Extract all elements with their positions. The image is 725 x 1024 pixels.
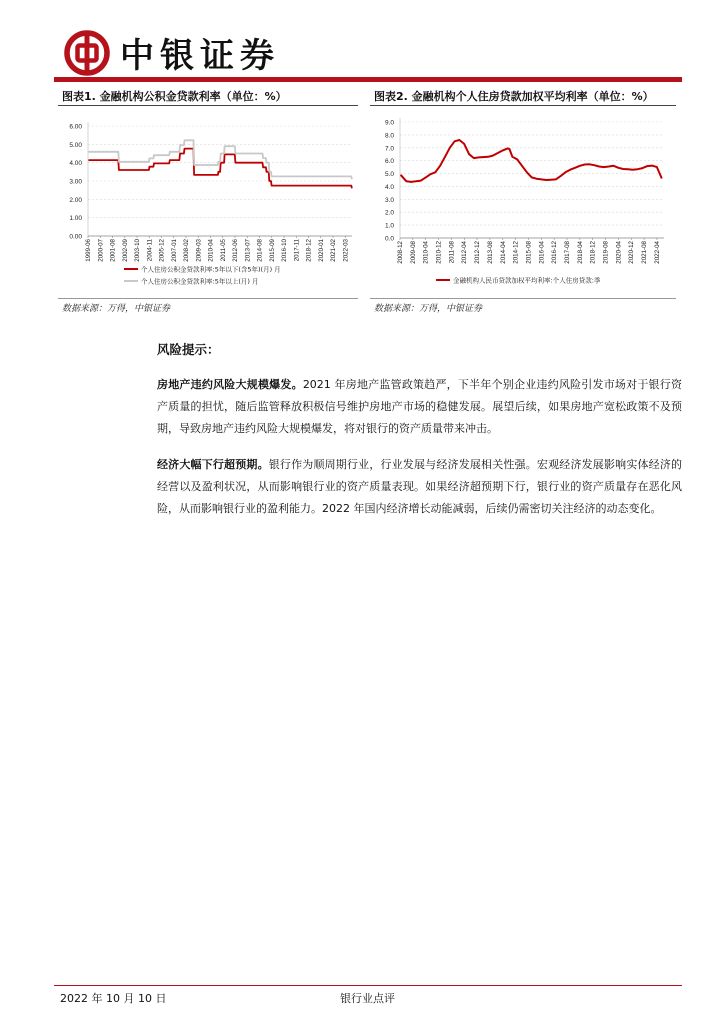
figure1-x-tick-label: 2001-08 (109, 239, 117, 262)
figure2-x-tick-label: 2014-12 (512, 241, 520, 264)
figure2-x-tick-label: 2018-04 (576, 241, 584, 264)
figure2-x-tick-label: 2019-08 (602, 240, 610, 264)
figure2-y-tick-label: 8.0 (384, 132, 394, 140)
figure1-x-tick-label: 2020-01 (317, 239, 325, 262)
figure2-y-tick-label: 6.0 (384, 158, 394, 166)
figure2-source: 数据来源：万得，中银证券 (374, 304, 483, 314)
figure2-x-tick-label: 2017-08 (564, 241, 572, 264)
risk-paragraph-real-estate-text: 2021 年房地产监管政策趋严，下半年个别企业违约风险引发市场对于银行资产质量的担忧，随后监管释放积极信号维护房地产市场的稳健发展。展望后续，如果房地产宽松政策不及预期，导致房地产违约风险大规模爆发，将对银行的资产质量带来冲击。 (157, 378, 682, 435)
figure2-x-tick-label: 2014-04 (499, 241, 507, 264)
figure1-x-tick-label: 2007-01 (170, 239, 178, 262)
figure1-x-tick-label: 2011-05 (219, 239, 227, 262)
figure2-legend-label: 金融机构人民币贷款加权平均利率:个人住房贷款:季 (453, 276, 601, 285)
figure1-y-tick-label: 5.00 (69, 141, 82, 149)
figure2-top-rule (370, 105, 676, 106)
header-red-bar (54, 77, 682, 82)
figure1-x-tick-label: 2016-10 (281, 239, 289, 262)
figure1-y-tick-label: 3.00 (69, 178, 82, 186)
figure2-x-tick-label: 2010-12 (435, 241, 443, 264)
figure1-x-tick-label: 2018-12 (305, 239, 313, 262)
figure2-x-tick-label: 2013-08 (486, 241, 494, 264)
figure1-x-tick-label: 2012-06 (232, 239, 240, 262)
brand-name: 中银证券 (120, 36, 280, 76)
figure1-source: 数据来源：万得，中银证券 (62, 304, 171, 314)
figure1-x-tick-label: 2005-12 (158, 239, 166, 262)
bank-of-china-logo-icon (64, 30, 110, 76)
figure2-x-tick-label: 2011-08 (448, 241, 456, 264)
figure1-bottom-rule (58, 298, 358, 299)
figure1-x-tick-label: 2004-11 (146, 239, 154, 262)
figure1-x-tick-label: 2013-07 (244, 239, 252, 262)
figure1-x-tick-label: 2021-02 (330, 239, 338, 262)
figure1-y-tick-label: 2.00 (69, 196, 82, 204)
figure2-x-tick-label: 2010-04 (422, 241, 430, 264)
figure1-x-tick-label: 2022-03 (342, 239, 350, 262)
figure2-x-tick-label: 2020-12 (628, 241, 636, 264)
figure2-x-tick-label: 2018-12 (589, 241, 597, 264)
figure2-x-tick-label: 2008-12 (397, 241, 404, 264)
figure2-x-tick-label: 2012-04 (461, 241, 469, 264)
figure1-y-tick-label: 4.00 (69, 160, 82, 168)
footer-date: 2022 年 10 月 10 日 (60, 992, 167, 1005)
figure1-x-tick-label: 2003-10 (134, 239, 142, 262)
figure2-y-tick-label: 4.0 (384, 183, 394, 191)
figure1-title: 图表1. 金融机构公积金贷款利率（单位：%） (62, 90, 287, 103)
figure2-y-tick-label: 7.0 (384, 145, 394, 153)
figure1-y-tick-label: 6.00 (69, 123, 82, 131)
figure1-top-rule (58, 105, 358, 106)
figure1-y-tick-label: 1.00 (69, 215, 82, 223)
figure2-x-tick-label: 2020-04 (615, 241, 623, 264)
figure1-x-tick-label: 2010-04 (207, 239, 215, 262)
figure2-x-tick-label: 2016-12 (551, 241, 559, 264)
figure1-x-tick-label: 2014-08 (256, 239, 264, 262)
footer-rule (54, 985, 682, 986)
figure2-title: 图表2. 金融机构个人住房贷款加权平均利率（单位：%） (374, 90, 654, 103)
figure2-chart (370, 110, 676, 300)
figure1-x-tick-label: 2002-09 (121, 239, 129, 262)
figure1-x-tick-label: 2009-03 (195, 239, 203, 262)
risk-paragraph-economy-text: 银行作为顺周期行业，行业发展与经济发展相关性强。宏观经济发展影响实体经济的经营以及盈利状况，从而影响银行业的资产质量表现。如果经济超预期下行，银行业的资产质量存在恶化风险，从而影响银行业的盈利能力。2022 年国内经济增长动能减弱，后续仍需密切关注经济的动态变化。 (157, 458, 683, 515)
figure2-x-tick-label: 2009-08 (409, 241, 417, 264)
figure2-x-tick-label: 2016-04 (538, 241, 546, 264)
figure1-x-tick-label: 1999-06 (85, 239, 92, 262)
footer-section-name: 银行业点评 (340, 992, 395, 1005)
figure2-bottom-rule (370, 298, 676, 299)
figure1-x-tick-label: 2017-11 (293, 239, 301, 262)
figure1-series-line-2 (88, 140, 352, 179)
figure2-y-tick-label: 5.0 (384, 171, 394, 179)
figure1-legend-label: 个人住房公积金贷款利率:5年以下(含5年)(月) 月 (141, 265, 281, 274)
figure2-x-tick-label: 2021-08 (641, 241, 649, 264)
risk-paragraph-real-estate-heading: 房地产违约风险大规模爆发。 (157, 378, 303, 391)
risk-paragraph-real-estate (157, 374, 682, 440)
figure1-x-tick-label: 2015-09 (268, 239, 276, 262)
risk-paragraph-economy (157, 454, 682, 520)
figure1-chart (58, 110, 358, 300)
figure1-x-tick-label: 2000-07 (97, 239, 105, 262)
figure1-legend-label: 个人住房公积金贷款利率:5年以上(月) 月 (141, 277, 259, 286)
figure2-y-tick-label: 9.0 (384, 119, 394, 127)
figure2-x-tick-label: 2012-12 (474, 241, 482, 264)
risk-title: 风险提示： (157, 342, 220, 357)
figure1-y-tick-label: 0.00 (69, 233, 82, 241)
figure2-y-tick-label: 3.0 (384, 196, 394, 204)
risk-section (157, 340, 682, 534)
figure2-x-tick-label: 2015-08 (525, 241, 533, 264)
figure2-y-tick-label: 1.0 (384, 222, 394, 230)
figure2-y-tick-label: 0.0 (384, 235, 394, 243)
figure2-series-line-1 (401, 140, 662, 182)
figure2-x-tick-label: 2022-04 (653, 241, 661, 264)
risk-paragraph-economy-heading: 经济大幅下行超预期。 (157, 458, 269, 471)
figure1-x-tick-label: 2008-02 (183, 239, 191, 262)
page-header (0, 0, 725, 90)
figure2-y-tick-label: 2.0 (384, 209, 394, 217)
